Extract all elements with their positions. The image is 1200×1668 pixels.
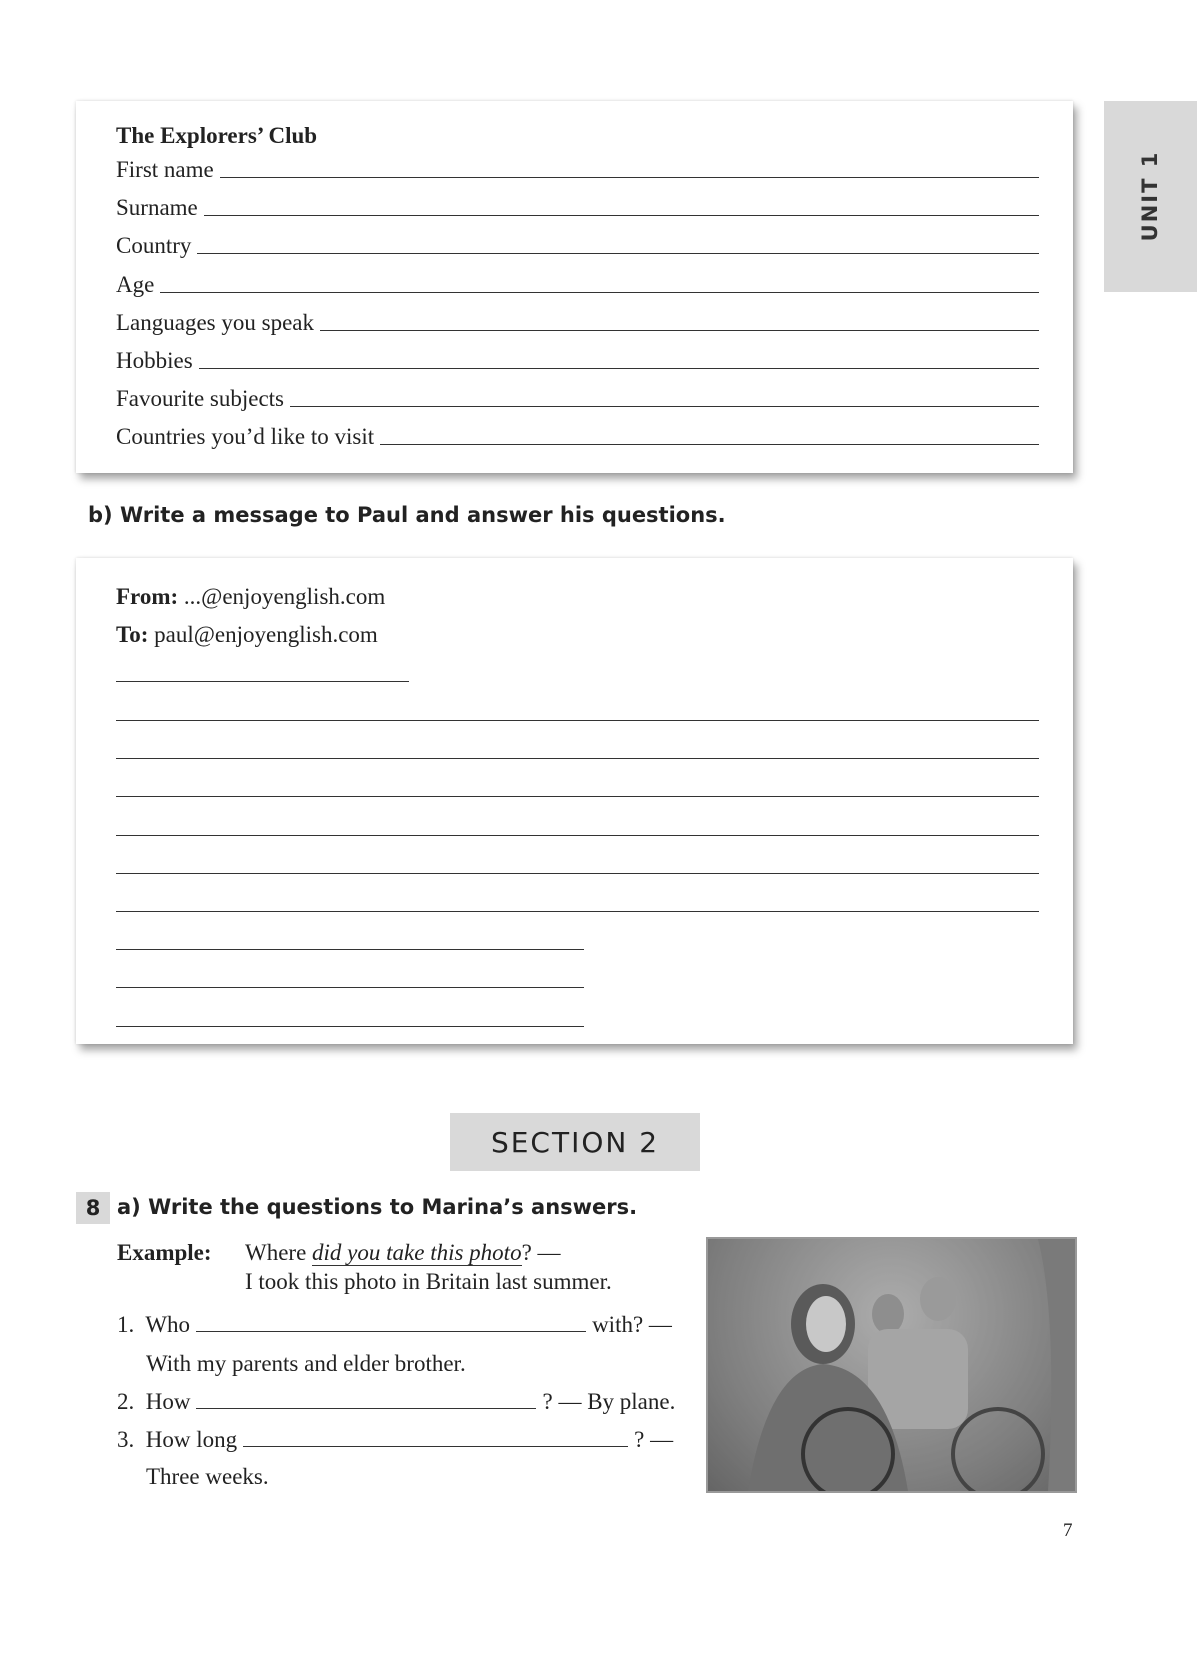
- form-field-label: Hobbies: [116, 348, 193, 373]
- example-q-answer: did you take this photo: [312, 1240, 522, 1265]
- to-address: paul@enjoyenglish.com: [148, 622, 378, 647]
- page-number: 7: [1063, 1520, 1073, 1541]
- form-field-label: First name: [116, 157, 214, 182]
- form-title: The Explorers’ Club: [116, 123, 318, 148]
- item-3-answer: Three weeks.: [146, 1464, 269, 1489]
- item-start: Who: [145, 1312, 191, 1337]
- item-number: 1.: [117, 1312, 135, 1337]
- message-writing-line[interactable]: [116, 1026, 584, 1027]
- form-field-input-line[interactable]: [320, 330, 1039, 331]
- item-end: ? — By plane.: [542, 1389, 676, 1414]
- item-end: ? —: [634, 1427, 674, 1452]
- form-field-label: Languages you speak: [116, 309, 314, 335]
- item-number: 2.: [117, 1389, 135, 1414]
- message-writing-line[interactable]: [116, 987, 584, 988]
- form-field: [116, 268, 1039, 298]
- form-field-input-line[interactable]: [290, 406, 1039, 407]
- explorers-club-form: [76, 101, 1073, 473]
- form-field: [116, 153, 1039, 183]
- photo-illustration: [708, 1239, 1075, 1491]
- message-writing-line[interactable]: [116, 720, 1039, 721]
- form-field-label: Surname: [116, 195, 198, 221]
- answer-blank[interactable]: [196, 1331, 586, 1332]
- form-field: [116, 229, 1039, 259]
- form-field-input-line[interactable]: [160, 292, 1039, 293]
- item-start: How long: [145, 1427, 238, 1452]
- example-label: Example:: [117, 1240, 212, 1265]
- unit-tab-label: UNIT 1: [1138, 150, 1162, 242]
- form-field-label: Favourite subjects: [116, 386, 284, 412]
- item-2: [117, 1389, 675, 1415]
- form-field: [116, 382, 1039, 412]
- to-label: To:: [116, 622, 149, 647]
- example-q-start: Where: [245, 1240, 313, 1265]
- task-b-heading: b) Write a message to Paul and answer his questions.: [88, 503, 726, 527]
- item-start: How: [145, 1389, 191, 1414]
- item-1: [117, 1312, 672, 1338]
- message-writing-line[interactable]: [116, 796, 1039, 797]
- unit-tab: [1104, 101, 1197, 292]
- form-field-label: Countries you’d like to visit: [116, 424, 375, 450]
- section-banner: [450, 1113, 700, 1171]
- form-field-label: Age: [116, 271, 155, 297]
- message-box: [76, 558, 1073, 1044]
- item-end: with? —: [592, 1312, 672, 1337]
- section-title: SECTION 2: [490, 1125, 660, 1159]
- form-field: [116, 344, 1039, 374]
- example-question: [245, 1240, 561, 1266]
- to-line: [116, 622, 378, 648]
- form-field: [116, 306, 1039, 336]
- message-writing-line[interactable]: [116, 949, 584, 950]
- from-address: ...@enjoyenglish.com: [178, 584, 386, 609]
- form-field-input-line[interactable]: [199, 368, 1039, 369]
- item-number: 3.: [117, 1427, 135, 1452]
- form-field-input-line[interactable]: [197, 253, 1039, 254]
- form-field: [116, 420, 1039, 450]
- item-3: [117, 1427, 673, 1453]
- exercise-heading: a) Write the questions to Marina’s answers.: [117, 1195, 638, 1219]
- example-answer: I took this photo in Britain last summer.: [245, 1269, 612, 1294]
- photo-girl-with-bicycle: [706, 1237, 1077, 1493]
- message-writing-line[interactable]: [116, 873, 1039, 874]
- form-field-input-line[interactable]: [204, 215, 1039, 216]
- subject-line[interactable]: [116, 681, 409, 682]
- exercise-number: 8: [76, 1192, 110, 1224]
- form-field-label: Country: [116, 233, 192, 259]
- example-q-end: ? —: [521, 1240, 561, 1265]
- from-line: [116, 584, 385, 610]
- answer-blank[interactable]: [196, 1408, 536, 1409]
- message-writing-line[interactable]: [116, 911, 1039, 912]
- from-label: From:: [116, 584, 179, 609]
- form-field: [116, 191, 1039, 221]
- form-field-input-line[interactable]: [220, 177, 1039, 178]
- item-1-answer: With my parents and elder brother.: [146, 1351, 466, 1376]
- form-field-input-line[interactable]: [380, 444, 1039, 445]
- message-writing-line[interactable]: [116, 758, 1039, 759]
- answer-blank[interactable]: [243, 1446, 628, 1447]
- message-writing-line[interactable]: [116, 835, 1039, 836]
